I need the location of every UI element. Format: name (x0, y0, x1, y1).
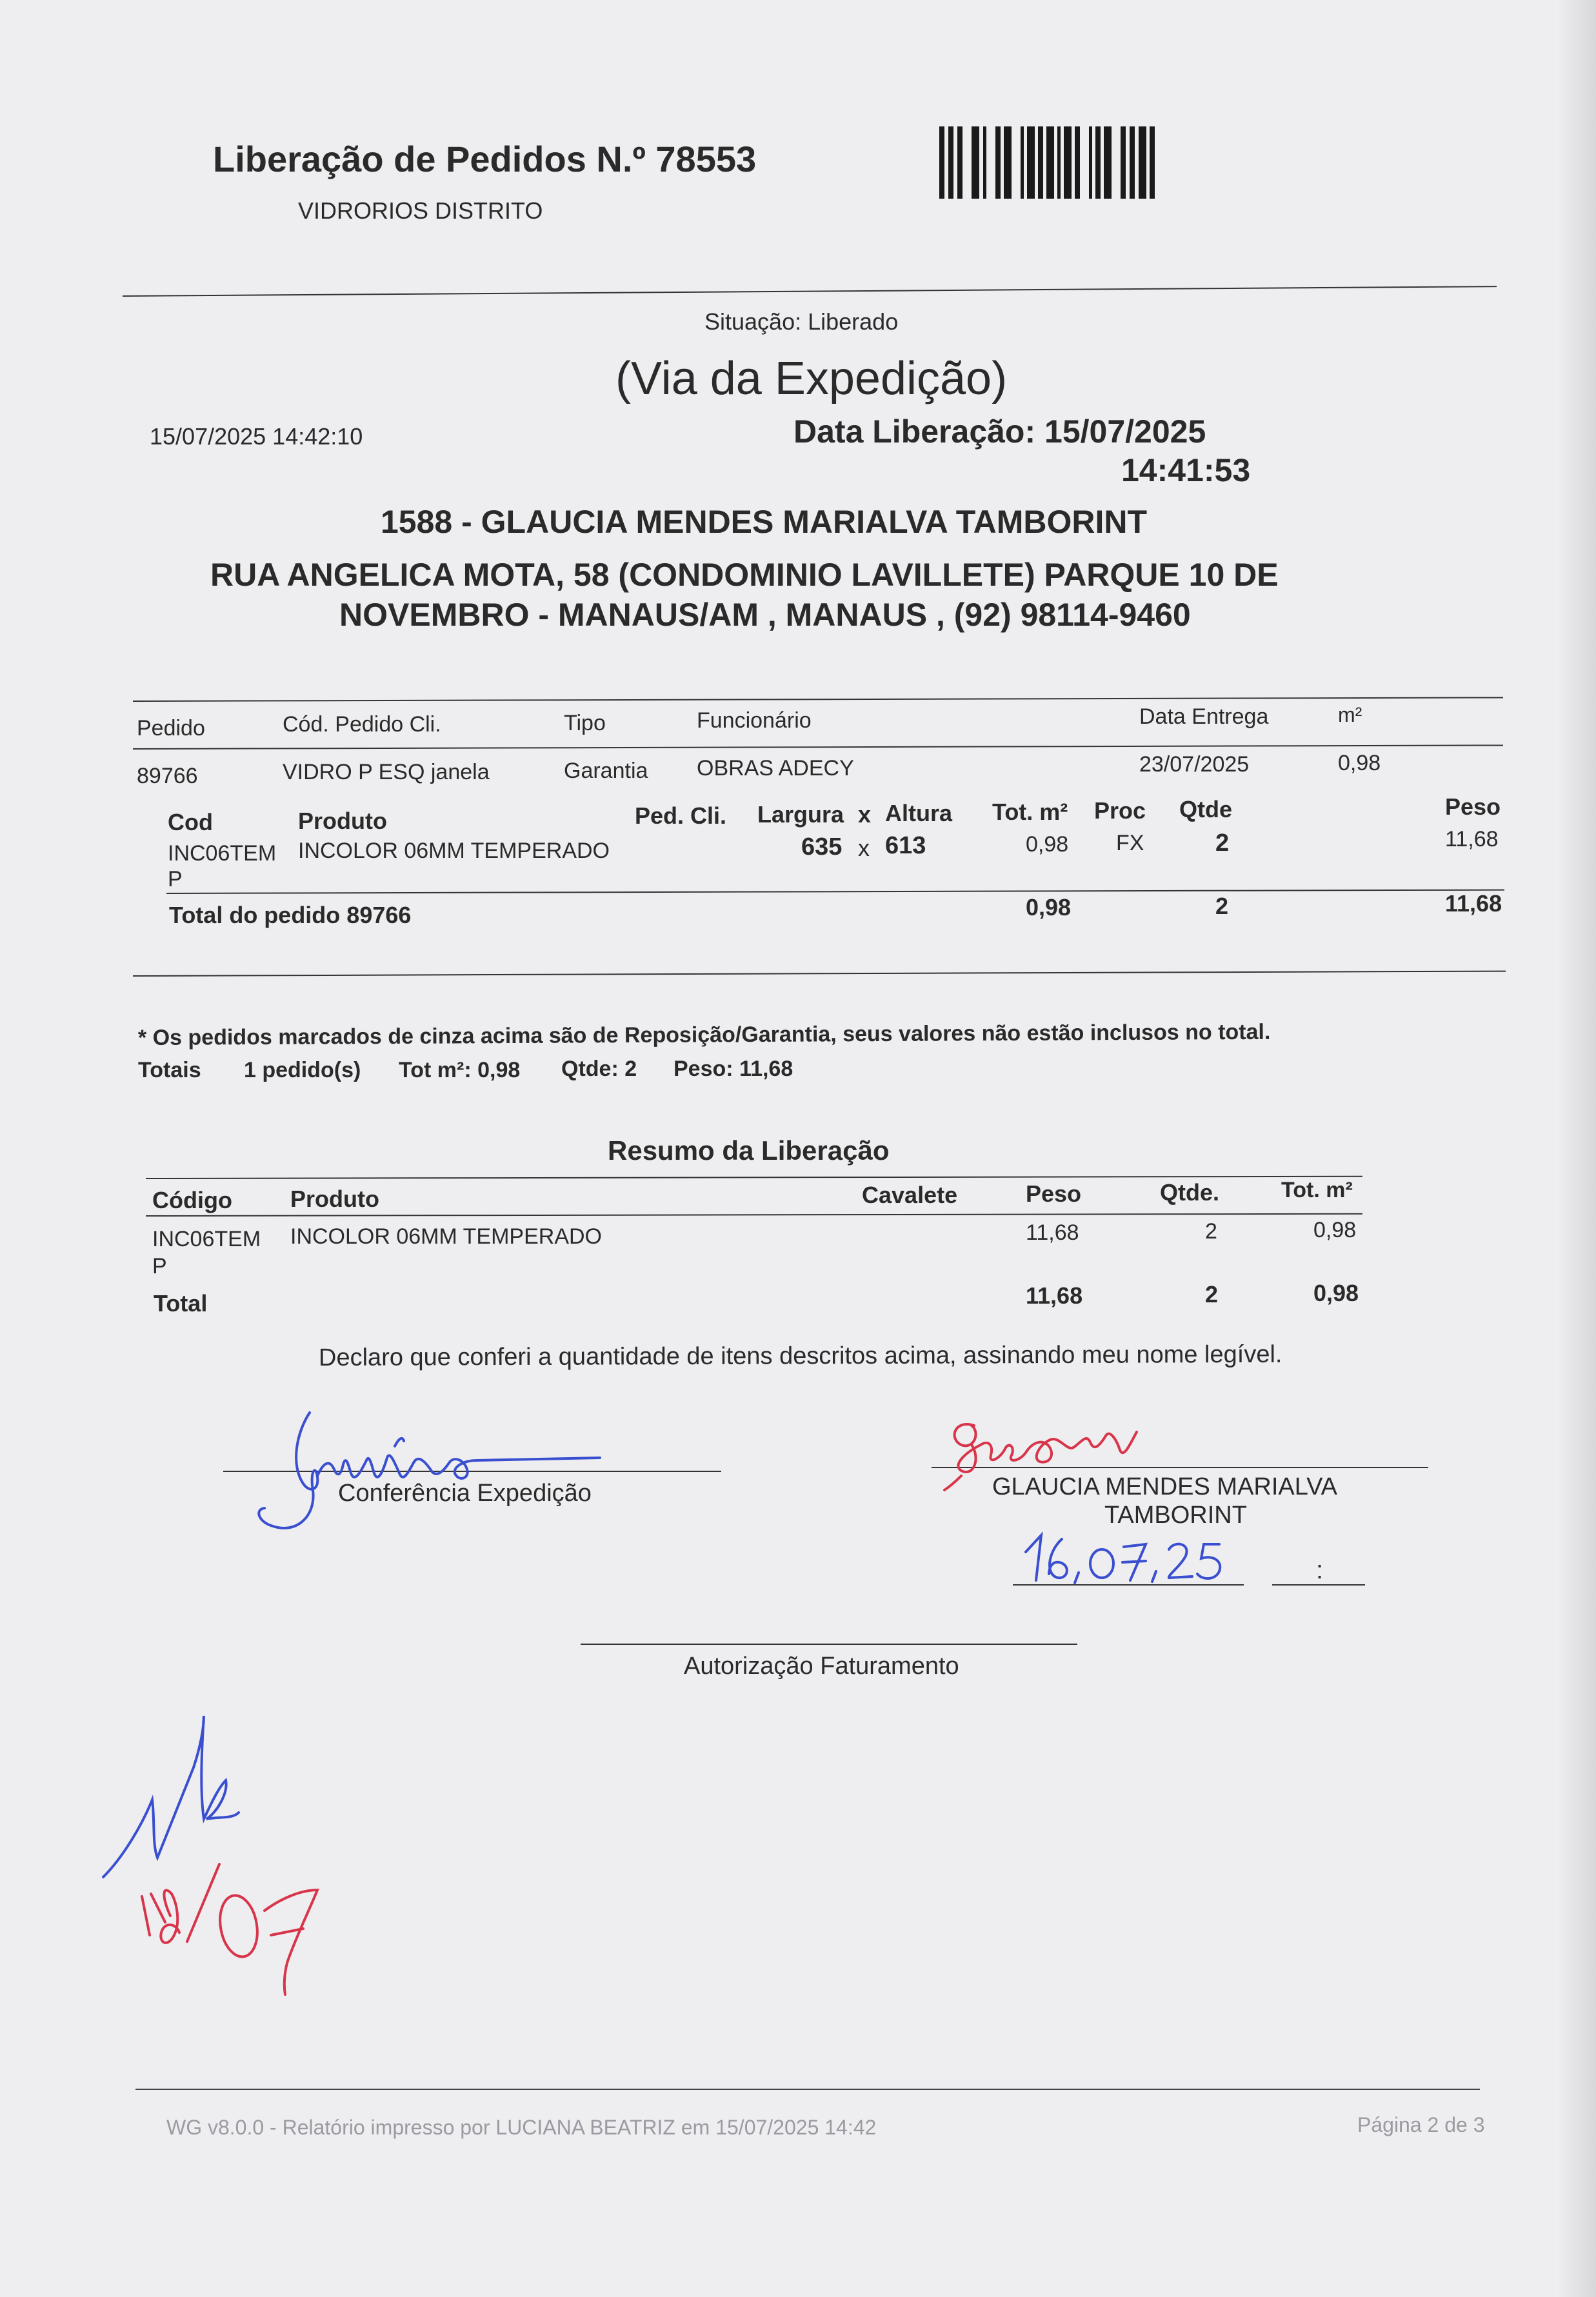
item-produto: INCOLOR 06MM TEMPERADO (298, 839, 610, 863)
order-funcionario: OBRAS ADECY (697, 756, 854, 781)
summary-qtde: 2 (1205, 1219, 1217, 1244)
date-line (1013, 1584, 1244, 1586)
authorization-line (581, 1644, 1077, 1645)
col-header-funcionario: Funcionário (697, 708, 812, 733)
order-total-label: Total do pedido 89766 (169, 902, 412, 928)
order-total-m2: 0,98 (1026, 894, 1072, 920)
handwritten-signature-right (929, 1400, 1187, 1497)
order-total-peso: 11,68 (1445, 890, 1502, 917)
item-header-produto: Produto (298, 808, 387, 834)
summary-title: Resumo da Liberação (608, 1135, 890, 1166)
item-x: x (858, 835, 870, 861)
customer-address-line2: NOVEMBRO - MANAUS/AM , MANAUS , (92) 98114-9460 (339, 597, 1191, 633)
status-text: Situação: Liberado (704, 308, 899, 335)
item-header-peso: Peso (1445, 793, 1501, 820)
item-header-qtde: Qtde (1179, 796, 1233, 822)
summary-header-tot-m2: Tot. m² (1281, 1178, 1353, 1202)
authorization-label: Autorização Faturamento (684, 1653, 959, 1680)
col-header-pedido: Pedido (137, 716, 205, 741)
item-qtde: 2 (1215, 830, 1230, 857)
footer-divider (135, 2089, 1480, 2090)
item-divider (166, 890, 1504, 894)
time-separator: : (1316, 1556, 1324, 1584)
handwritten-initials (90, 1703, 361, 2000)
release-date: Data Liberação: 15/07/2025 (793, 413, 1206, 450)
totals-label: Totais (138, 1058, 201, 1082)
totals-pedidos: 1 pedido(s) (244, 1058, 361, 1082)
signature-label-left: Conferência Expedição (338, 1480, 592, 1507)
order-m2: 0,98 (1338, 751, 1381, 775)
handwritten-signature-left (245, 1393, 606, 1535)
item-header-largura: Largura (757, 801, 844, 828)
summary-tot-m2: 0,98 (1313, 1218, 1357, 1242)
header-divider (123, 286, 1497, 297)
summary-codigo-line2: P (152, 1254, 167, 1278)
col-header-tipo: Tipo (564, 711, 606, 735)
item-header-tot-m2: Tot. m² (992, 799, 1068, 825)
summary-total-peso: 11,68 (1026, 1282, 1083, 1309)
signature-label-right-line2: TAMBORINT (1104, 1502, 1247, 1529)
order-table-header-line (133, 744, 1503, 750)
order-total-qtde: 2 (1215, 893, 1229, 919)
handwritten-date (1019, 1526, 1252, 1584)
page-edge-shadow (1557, 0, 1596, 2297)
summary-header-codigo: Código (152, 1187, 232, 1213)
order-table-top-line (133, 697, 1503, 702)
item-proc: FX (1116, 831, 1144, 855)
item-cod-line2: P (168, 867, 183, 891)
summary-produto: INCOLOR 06MM TEMPERADO (290, 1224, 603, 1249)
item-cod-line1: INC06TEM (168, 841, 277, 866)
item-peso: 11,68 (1445, 827, 1499, 851)
order-cod-pedido-cli: VIDRO P ESQ janela (283, 760, 490, 784)
summary-header-peso: Peso (1026, 1180, 1082, 1207)
footer-page-number: Página 2 de 3 (1357, 2113, 1485, 2136)
signature-label-right-line1: GLAUCIA MENDES MARIALVA (992, 1473, 1337, 1500)
item-header-proc: Proc (1094, 797, 1146, 824)
summary-header-qtde: Qtde. (1160, 1179, 1220, 1206)
totals-qtde: Qtde: 2 (561, 1057, 637, 1081)
print-timestamp: 15/07/2025 14:42:10 (150, 423, 363, 450)
document-title: Liberação de Pedidos N.º 78553 (213, 139, 757, 179)
item-header-ped-cli: Ped. Cli. (635, 802, 727, 829)
customer-name: 1588 - GLAUCIA MENDES MARIALVA TAMBORINT (381, 504, 1147, 540)
col-header-cod-pedido-cli: Cód. Pedido Cli. (283, 712, 441, 737)
summary-total-label: Total (154, 1290, 208, 1317)
summary-total-tot-m2: 0,98 (1313, 1280, 1359, 1306)
order-pedido: 89766 (137, 764, 198, 788)
declaration-text: Declaro que conferi a quantidade de itens descritos acima, assinando meu nome legível. (318, 1340, 1282, 1371)
footer-report-info: WG v8.0.0 - Relatório impresso por LUCIANA BEATRIZ em 15/07/2025 14:42 (166, 2116, 877, 2139)
company-name: VIDRORIOS DISTRITO (298, 197, 543, 224)
item-tot-m2: 0,98 (1026, 832, 1069, 857)
summary-peso: 11,68 (1026, 1220, 1079, 1245)
release-time: 14:41:53 (1121, 452, 1251, 488)
summary-total-qtde: 2 (1205, 1281, 1219, 1308)
order-table-bottom-line (133, 971, 1506, 977)
item-header-x: x (858, 801, 872, 828)
item-altura: 613 (885, 832, 926, 859)
item-largura: 635 (801, 833, 843, 860)
order-tipo: Garantia (564, 759, 648, 783)
item-header-cod: Cod (168, 809, 213, 835)
summary-codigo-line1: INC06TEM (152, 1227, 261, 1251)
totals-m2: Tot m²: 0,98 (399, 1058, 521, 1082)
totals-peso: Peso: 11,68 (673, 1057, 793, 1081)
summary-header-line (146, 1213, 1362, 1217)
customer-address-line1: RUA ANGELICA MOTA, 58 (CONDOMINIO LAVILLETE) PARQUE 10 DE (210, 557, 1279, 593)
col-header-data-entrega: Data Entrega (1139, 704, 1269, 729)
summary-header-produto: Produto (290, 1186, 379, 1212)
item-header-altura: Altura (885, 800, 953, 826)
barcode (939, 126, 1181, 199)
col-header-m2: m² (1338, 703, 1362, 726)
copy-label: (Via da Expedição) (615, 353, 1008, 404)
summary-header-cavalete: Cavalete (862, 1182, 958, 1208)
order-data-entrega: 23/07/2025 (1139, 752, 1250, 777)
replacement-note: * Os pedidos marcados de cinza acima são de Reposição/Garantia, seus valores não estão inclusos no total. (137, 1019, 1271, 1050)
